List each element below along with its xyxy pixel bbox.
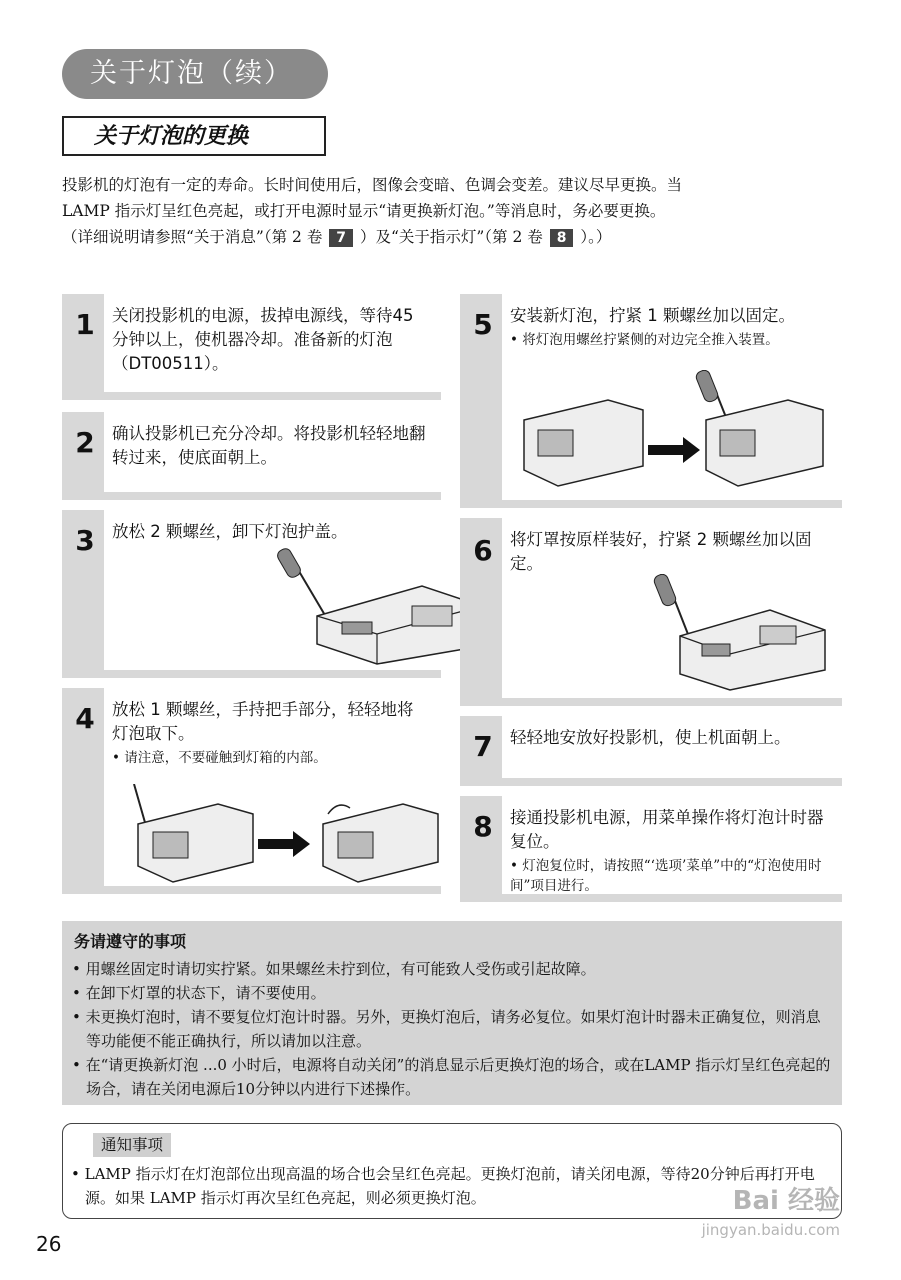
subsection-title: 关于灯泡的更换 [62,116,326,156]
step-number: 4 [75,702,95,735]
step-text: 放松 2 颗螺丝，卸下灯泡护盖。 [112,522,348,541]
step-1-panel [62,294,441,400]
list-item: • 未更换灯泡时，请不要复位灯泡计时器。另外，更换灯泡后，请务必复位。如果灯泡计时器未正确复位，则消息等功能便不能正确执行，所以请加以注意。 [72,1008,821,1050]
watermark-main: Bai 经验 [732,1186,840,1216]
intro-line: LAMP 指示灯呈红色亮起，或打开电源时显示“请更换新灯泡。”等消息时，务必要更换。 [62,202,666,220]
step-text [510,304,830,350]
step-text [510,806,830,896]
step-text [112,698,429,768]
section-title: 关于灯泡（续） [62,49,328,99]
step-number: 8 [473,810,493,843]
volume-ref-badge: 7 [329,229,353,247]
notice-title: 通知事项 [93,1133,171,1157]
step-number: 1 [75,308,95,341]
step-number: 7 [473,730,493,763]
step-number: 2 [75,426,95,459]
step-8-panel [460,796,842,902]
step-3-panel [62,510,441,678]
page-number: 26 [36,1232,62,1256]
step-number: 5 [473,308,493,341]
projector-illustration [640,574,830,694]
step-number: 6 [473,534,493,567]
step-text: 关闭投影机的电源，拔掉电源线，等待45分钟以上，使机器冷却。准备新的灯泡（DT00511）。 [112,306,414,373]
list-item: • 在卸下灯罩的状态下，请不要使用。 [72,984,326,1002]
step-number: 3 [75,524,95,557]
step-5-panel [460,294,842,508]
watermark-url: jingyan.baidu.com [701,1221,840,1239]
step-main-text: 放松 1 颗螺丝，手持把手部分，轻轻地将灯泡取下。 [112,700,414,743]
step-4-panel [62,688,441,894]
caution-list [72,957,832,1101]
projector-illustration [518,370,838,490]
intro-text: （详细说明请参照“关于消息”（第 2 卷 [62,228,323,246]
step-text: 轻轻地安放好投影机，使上机面朝上。 [510,728,791,747]
step-7-panel [460,716,842,786]
step-note: • 将灯泡用螺丝拧紧侧的对边完全推入装置。 [510,332,779,348]
list-item: • 在“请更换新灯泡 ...0 小时后，电源将自动关闭”的消息显示后更换灯泡的场合，或在LAMP 指示灯呈红色亮起的场合，请在关闭电源后10分钟以内进行下述操作。 [72,1056,831,1098]
intro-line [62,224,844,250]
intro-text: ）。） [580,228,612,246]
projector-illustration [272,546,492,666]
volume-ref-badge: 8 [550,229,574,247]
step-2-panel [62,412,441,500]
step-note: • 请注意，不要碰触到灯箱的内部。 [112,750,327,766]
projector-illustration [128,784,498,884]
step-6-panel [460,518,842,706]
intro-paragraph [62,172,844,250]
step-text: 确认投影机已充分冷却。将投影机轻轻地翻转过来，使底面朝上。 [112,424,426,467]
list-item: • LAMP 指示灯在灯泡部位出现高温的场合也会呈红色亮起。更换灯泡前，请关闭电源，等待20分钟后再打开电源。如果 LAMP 指示灯再次呈红色亮起，则必须更换灯泡。 [71,1165,815,1207]
step-note: • 灯泡复位时，请按照“‘选项’菜单”中的“灯泡使用时间”项目进行。 [510,858,822,894]
caution-box [62,921,842,1105]
watermark-logo [600,1180,840,1270]
list-item: • 用螺丝固定时请切实拧紧。如果螺丝未拧到位，有可能致人受伤或引起故障。 [72,960,596,978]
step-main-text: 安装新灯泡，拧紧 1 颗螺丝加以固定。 [510,306,795,325]
intro-line: 投影机的灯泡有一定的寿命。长时间使用后，图像会变暗、色调会变差。建议尽早更换。当 [62,176,683,194]
step-main-text: 接通投影机电源，用菜单操作将灯泡计时器复位。 [510,808,824,851]
intro-text: ）及“关于指示灯”（第 2 卷 [359,228,543,246]
caution-title: 务请遵守的事项 [74,932,187,951]
step-text: 将灯罩按原样装好，拧紧 2 颗螺丝加以固定。 [510,530,812,573]
